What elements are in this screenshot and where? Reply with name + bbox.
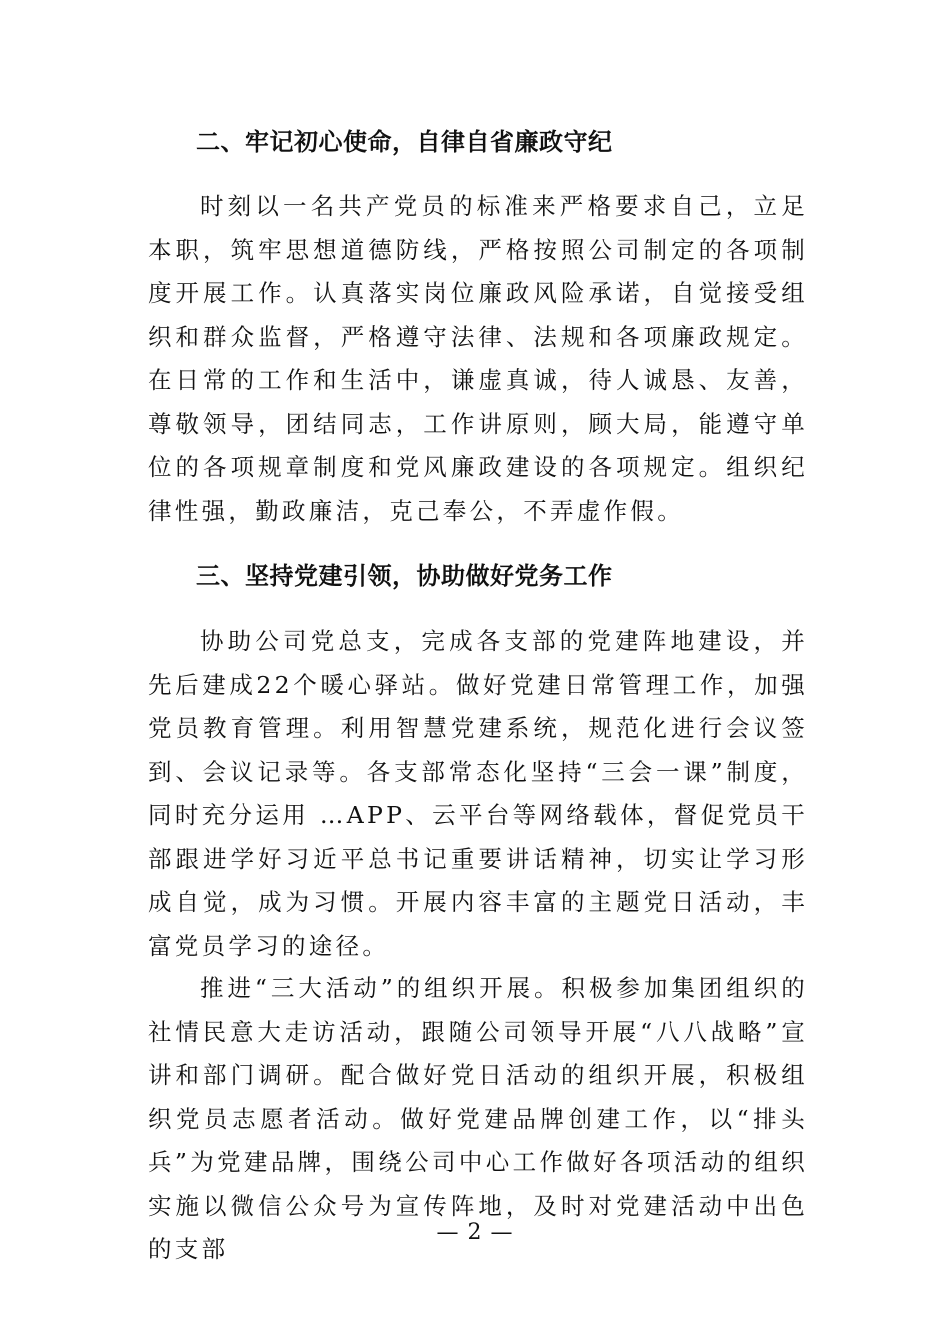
- section-heading-3: 三、坚持党建引领，协助做好党务工作: [196, 562, 613, 590]
- section-2-paragraph: 时刻以一名共产党员的标准来严格要求自己，立足本职，筑牢思想道德防线，严格按照公司制定的各项制度开展工作。认真落实岗位廉政风险承诺，自觉接受组织和群众监督，严格遵守法律、法规和各项廉政规定。在日常的工作和生活中，谦虚真诚，待人诚恳、友善，尊敬领导，团结同志，工作讲原则，顾大局，能遵守单位的各项规章制度和党风廉政建设的各项规定。组织纪律性强，勤政廉洁，克己奉公，不弄虚作假。: [148, 192, 808, 525]
- section-3-paragraph-1: 协助公司党总支，完成各支部的党建阵地建设，并先后建成22个暖心驿站。做好党建日常管理工作，加强党员教育管理。利用智慧党建系统，规范化进行会议签到、会议记录等。各支部常态化坚持“三会一课”制度，同时充分运用 …APP、云平台等网络载体，督促党员干部跟进学好习近平总书记重要讲话精神，切实让学习形成自觉，成为习惯。开展内容丰富的主题党日活动，丰富党员学习的途径。: [148, 627, 808, 960]
- section-3-paragraph-2: 推进“三大活动”的组织开展。积极参加集团组织的社情民意大走访活动，跟随公司领导开展“八八战略”宣讲和部门调研。配合做好党日活动的组织开展，积极组织党员志愿者活动。做好党建品牌创建工作，以“排头兵”为党建品牌，围绕公司中心工作做好各项活动的组织实施以微信公众号为宣传阵地，及时对党建活动中出色的支部: [148, 974, 808, 1263]
- section-heading-2: 二、牢记初心使命，自律自省廉政守纪: [196, 128, 613, 156]
- page-number: — 2 —: [436, 1220, 514, 1245]
